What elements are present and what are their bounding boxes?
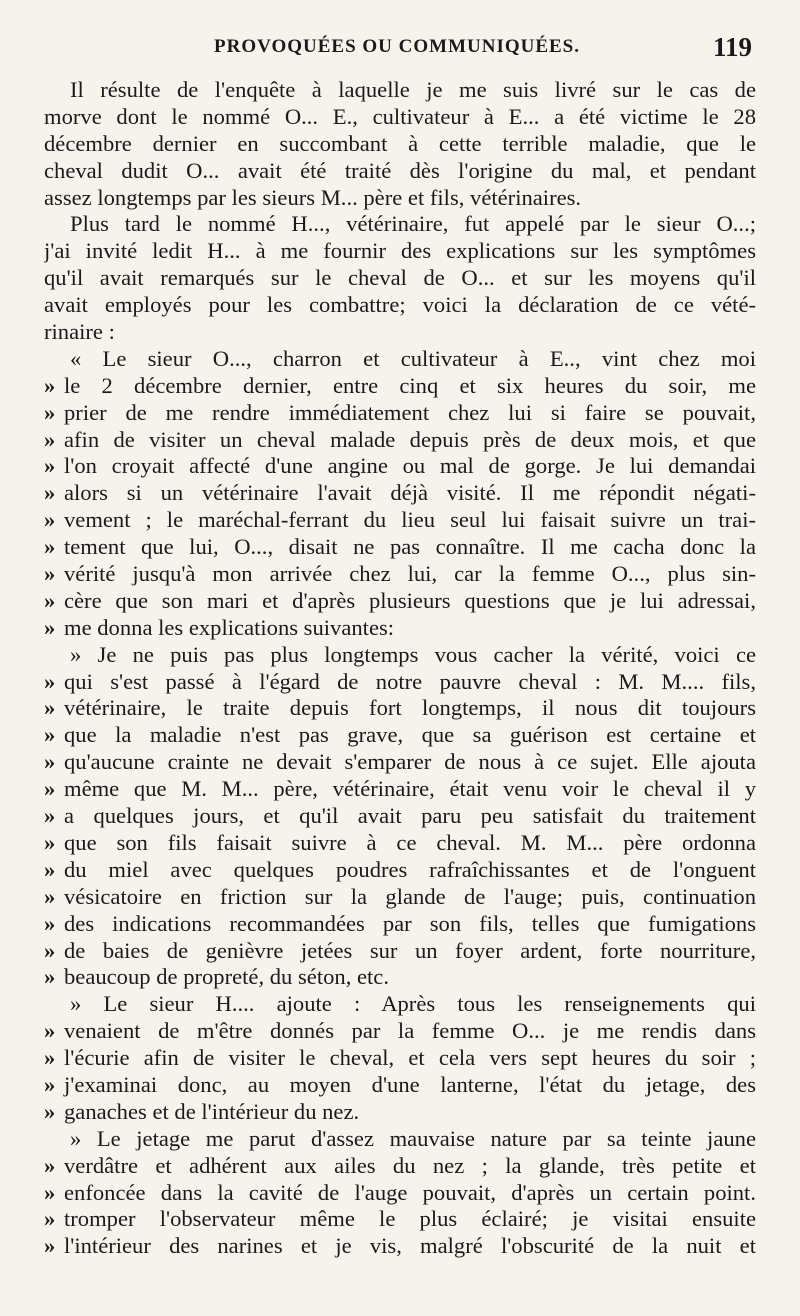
line-text: cheval dudit O... avait été traité dès l'origine du mal, et pendant	[44, 157, 756, 183]
text-line	[44, 1233, 756, 1260]
line-text: rinaire :	[44, 319, 115, 345]
quote-mark: »	[44, 668, 56, 694]
line-text: tement que lui, O..., disait ne pas connaître. Il me cacha donc la	[64, 534, 756, 560]
body-text	[44, 77, 756, 1260]
quote-mark: »	[44, 829, 56, 855]
line-text: vérité jusqu'à mon arrivée chez lui, car la femme O..., plus sin-	[64, 561, 756, 587]
quote-mark: »	[44, 480, 56, 506]
quote-mark: »	[44, 507, 56, 533]
page-header	[0, 30, 800, 70]
line-text: Plus tard le nommé H..., vétérinaire, fut appelé par le sieur O...;	[70, 211, 756, 237]
quote-mark: »	[44, 1179, 56, 1205]
text-line	[44, 427, 756, 454]
line-text: Il résulte de l'enquête à laquelle je me suis livré sur le cas de	[70, 77, 756, 102]
line-text: même que M. M... père, vétérinaire, était venu voir le cheval il y	[64, 776, 756, 802]
text-line	[44, 857, 756, 884]
line-text: « Le sieur O..., charron et cultivateur à E.., vint chez moi	[70, 345, 756, 371]
line-text: décembre dernier en succombant à cette terrible maladie, que le	[44, 130, 756, 156]
quote-mark: »	[44, 695, 56, 721]
line-text: afin de visiter un cheval malade depuis près de deux mois, et que	[64, 426, 756, 452]
line-text: que son fils faisait suivre à ce cheval. M. M... père ordonna	[64, 829, 756, 855]
text-line	[44, 964, 756, 991]
text-line	[44, 480, 756, 507]
line-text: l'on croyait affecté d'une angine ou mal de gorge. Je lui demandai	[64, 453, 756, 479]
text-line	[44, 373, 756, 400]
text-line	[44, 238, 756, 265]
text-line	[44, 911, 756, 938]
line-text: qu'il avait remarqués sur le cheval de O... et sur les moyens qu'il	[44, 265, 756, 291]
text-line	[44, 991, 756, 1018]
line-text: tromper l'observateur même le plus éclairé; je visitai ensuite	[64, 1206, 756, 1232]
line-text: prier de me rendre immédiatement chez lui si faire se pouvait,	[64, 399, 756, 425]
line-text: assez longtemps par les sieurs M... père et fils, vétérinaires.	[44, 184, 582, 210]
quote-mark: »	[44, 1152, 56, 1178]
quote-mark: »	[44, 883, 56, 909]
quote-mark: »	[44, 910, 56, 936]
text-line	[44, 131, 756, 158]
text-line	[44, 830, 756, 857]
text-line	[44, 453, 756, 480]
text-line	[44, 669, 756, 696]
text-line	[44, 695, 756, 722]
text-line	[44, 749, 756, 776]
text-line	[44, 642, 756, 669]
quote-mark: »	[44, 856, 56, 882]
line-text: vement ; le maréchal-ferrant du lieu seul lui faisait suivre un trai-	[64, 507, 756, 533]
quote-mark: »	[44, 1018, 56, 1044]
text-line	[44, 77, 756, 104]
line-text: cère que son mari et d'après plusieurs questions que je lui adressai,	[64, 587, 756, 613]
text-line	[44, 722, 756, 749]
quote-mark: »	[44, 803, 56, 829]
quote-mark: »	[44, 534, 56, 560]
line-text: enfoncée dans la cavité de l'auge pouvait, d'après un certain point.	[64, 1179, 756, 1205]
line-text: j'examinai donc, au moyen d'une lanterne, l'état du jetage, des	[64, 1071, 756, 1097]
text-line	[44, 884, 756, 911]
line-text: a quelques jours, et qu'il avait paru peu satisfait du traitement	[64, 803, 756, 829]
text-line	[44, 346, 756, 373]
line-text: avait employés pour les combattre; voici la déclaration de ce vété-	[44, 292, 756, 318]
line-text: morve dont le nommé O... E., cultivateur à E... a été victime le 28	[44, 103, 756, 129]
text-line	[44, 400, 756, 427]
text-line	[44, 534, 756, 561]
line-text: vétérinaire, le traite depuis fort longtemps, il nous dit toujours	[64, 695, 756, 721]
quote-mark: »	[44, 426, 56, 452]
quote-mark: »	[44, 1206, 56, 1232]
quote-mark: »	[44, 614, 56, 640]
text-line	[44, 1045, 756, 1072]
text-line	[44, 104, 756, 131]
quote-mark: »	[44, 964, 56, 990]
line-text: beaucoup de propreté, du séton, etc.	[64, 964, 389, 990]
line-text: l'intérieur des narines et je vis, malgré l'obscurité de la nuit et	[64, 1233, 756, 1259]
page-number: 119	[712, 32, 752, 62]
text-line	[44, 507, 756, 534]
line-text: qu'aucune crainte ne devait s'emparer de nous à ce sujet. Elle ajouta	[64, 749, 756, 775]
text-line	[44, 615, 756, 642]
text-line	[44, 292, 756, 319]
quote-mark: »	[44, 399, 56, 425]
text-line	[44, 211, 756, 238]
line-text: que la maladie n'est pas grave, que sa guérison est certaine et	[64, 722, 756, 748]
line-text: » Je ne puis pas plus longtemps vous cacher la vérité, voici ce	[70, 641, 756, 667]
line-text: » Le sieur H.... ajoute : Après tous les renseignements qui	[70, 991, 756, 1017]
text-line	[44, 1153, 756, 1180]
line-text: me donna les explications suivantes:	[64, 614, 395, 640]
text-line	[44, 1018, 756, 1045]
text-line	[44, 319, 756, 346]
text-line	[44, 1126, 756, 1153]
quote-mark: »	[44, 937, 56, 963]
line-text: qui s'est passé à l'égard de notre pauvre cheval : M. M.... fils,	[64, 668, 756, 694]
text-line	[44, 1180, 756, 1207]
quote-mark: »	[44, 453, 56, 479]
quote-mark: »	[44, 722, 56, 748]
text-line	[44, 803, 756, 830]
line-text: venaient de m'être donnés par la femme O... je me rendis dans	[64, 1018, 756, 1044]
line-text: l'écurie afin de visiter le cheval, et cela vers sept heures du soir ;	[64, 1045, 756, 1071]
quote-mark: »	[44, 1045, 56, 1071]
text-line	[44, 1206, 756, 1233]
text-line	[44, 1099, 756, 1126]
quote-mark: »	[44, 587, 56, 613]
text-line	[44, 265, 756, 292]
running-head: PROVOQUÉES OU COMMUNIQUÉES.	[214, 36, 581, 57]
line-text: » Le jetage me parut d'assez mauvaise nature par sa teinte jaune	[70, 1125, 756, 1151]
quote-mark: »	[44, 561, 56, 587]
line-text: verdâtre et adhérent aux ailes du nez ; la glande, très petite et	[64, 1152, 756, 1178]
quote-mark: »	[44, 776, 56, 802]
line-text: du miel avec quelques poudres rafraîchissantes et de l'onguent	[64, 856, 756, 882]
text-line	[44, 158, 756, 185]
line-text: ganaches et de l'intérieur du nez.	[64, 1098, 360, 1124]
quote-mark: »	[44, 372, 56, 398]
quote-mark: »	[44, 1233, 56, 1259]
quote-mark: »	[44, 749, 56, 775]
text-line	[44, 938, 756, 965]
line-text: alors si un vétérinaire l'avait déjà visité. Il me répondit négati-	[64, 480, 756, 506]
line-text: le 2 décembre dernier, entre cinq et six heures du soir, me	[64, 372, 756, 398]
text-line	[44, 776, 756, 803]
line-text: vésicatoire en friction sur la glande de l'auge; puis, continuation	[64, 883, 756, 909]
text-line	[44, 185, 756, 212]
line-text: de baies de genièvre jetées sur un foyer ardent, forte nourriture,	[64, 937, 756, 963]
text-line	[44, 561, 756, 588]
quote-mark: »	[44, 1098, 56, 1124]
line-text: j'ai invité ledit H... à me fournir des explications sur les symptômes	[44, 238, 756, 264]
quote-mark: »	[44, 1071, 56, 1097]
line-text: des indications recommandées par son fils, telles que fumigations	[64, 910, 756, 936]
text-line	[44, 588, 756, 615]
text-line	[44, 1072, 756, 1099]
